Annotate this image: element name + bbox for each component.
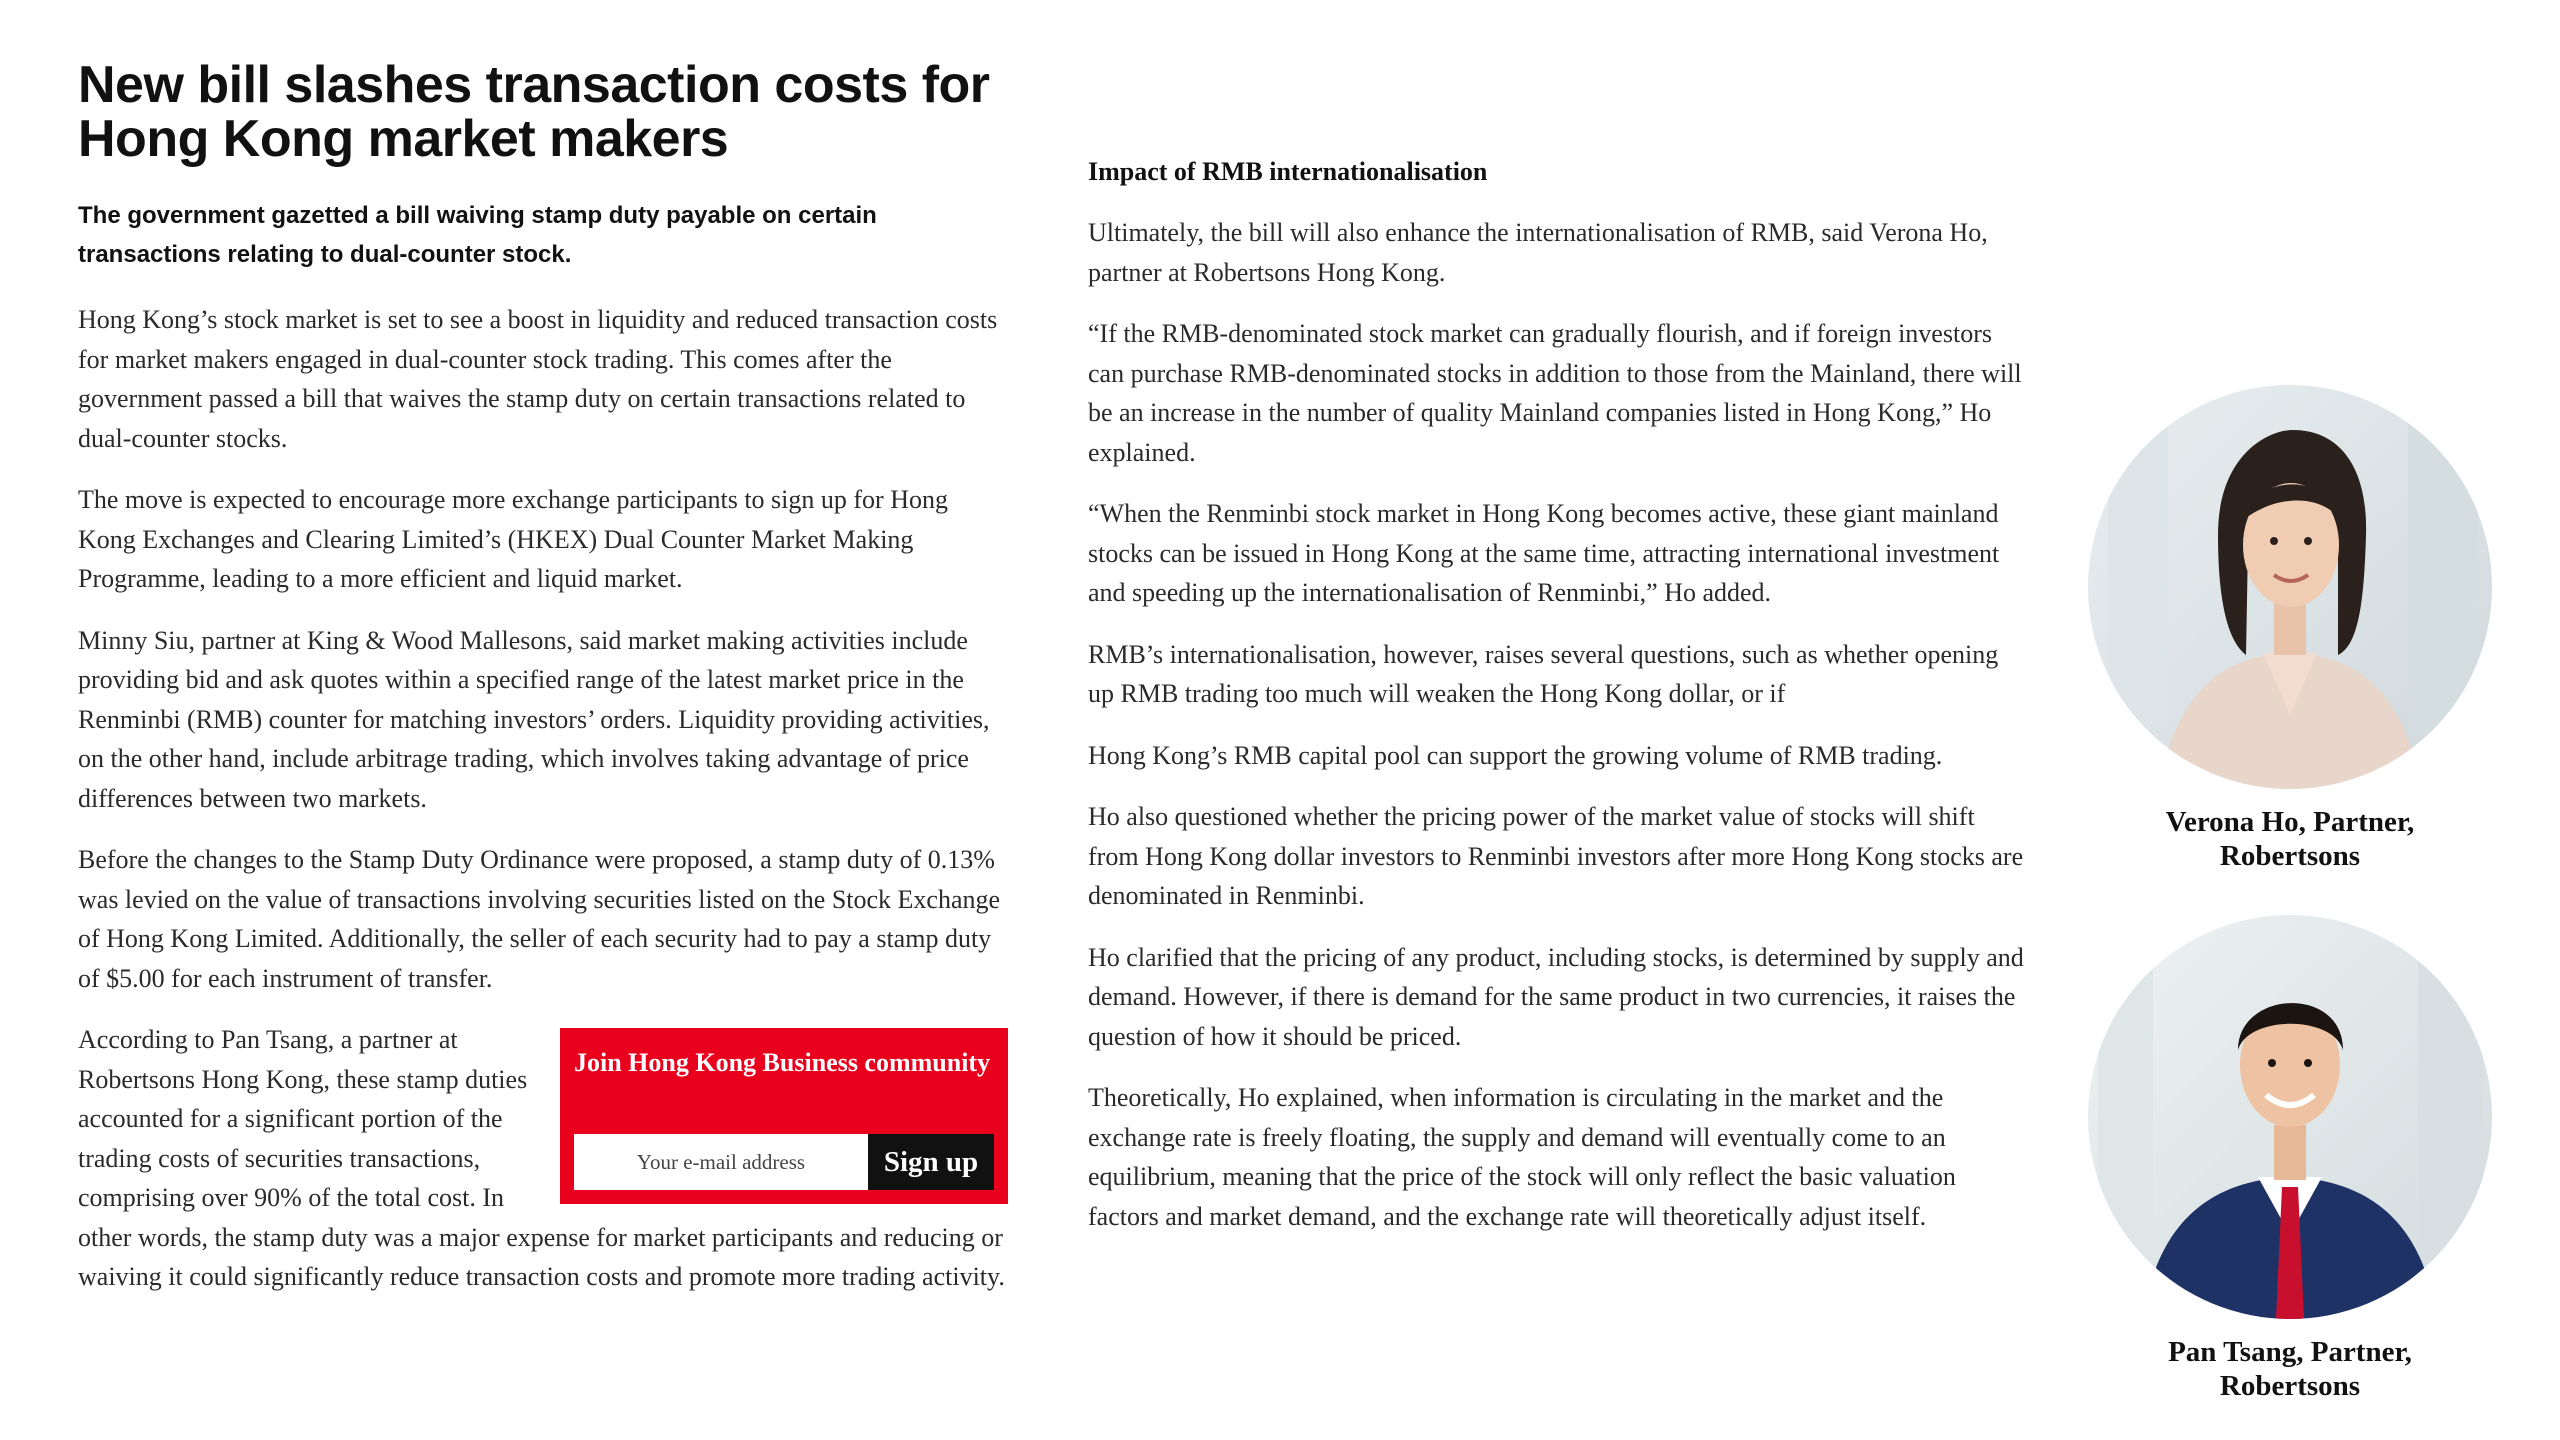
pan-tsang-caption (2060, 1335, 2520, 1403)
newsletter-form (574, 1134, 994, 1190)
article-paragraph: “If the RMB-denominated stock market can gradually flourish, and if foreign investors can purchase RMB-denominated stocks in addition to those from the Mainland, there will be an increase in the number of quality Mainland companies listed in Hong Kong,” Ho explained. (1088, 319, 2022, 467)
article-paragraph: Theoretically, Ho explained, when information is circulating in the market and the exchange rate is freely floating, the supply and demand will eventually come to an equilibrium, meaning that the price of the stock will only reflect the basic valuation factors and market demand, and the exchange rate will theoretically adjust itself. (1088, 1083, 1956, 1231)
pan-tsang-photo (2088, 915, 2492, 1319)
article-paragraph: The move is expected to encourage more exchange participants to sign up for Hong Kong Exchanges and Clearing Limited’s (HKEX) Dual Counter Market Making Programme, leading to a more efficient and liquid market. (78, 485, 948, 593)
article-left-column (78, 58, 1008, 1319)
article-right-column (1088, 152, 2028, 1258)
caption-line: Robertsons (2219, 840, 2361, 872)
portrait-illustration (2088, 385, 2492, 789)
profiles-column (2060, 0, 2520, 1440)
portrait-illustration (2088, 915, 2492, 1319)
verona-ho-photo (2088, 385, 2492, 789)
article-paragraph: Minny Siu, partner at King & Wood Mallesons, said market making activities include providing bid and ask quotes within a specified range of the latest market price in the Renminbi (RMB) counter for matching investors’ orders. Liquidity providing activities, on the other hand, include arbitrage trading, which involves taking advantage of price differences between two markets. (78, 625, 990, 813)
article-headline: New bill slashes transaction costs for Hong Kong market makers (78, 56, 990, 168)
email-input[interactable] (574, 1134, 868, 1190)
caption-line: Robertsons (2219, 1370, 2361, 1402)
caption-line: Pan Tsang, Partner, (2168, 1336, 2412, 1368)
caption-line: Verona Ho, Partner, (2165, 806, 2415, 838)
verona-ho-caption (2060, 805, 2520, 873)
article-paragraph: Ho also questioned whether the pricing power of the market value of stocks will shift from Hong Kong dollar investors to Renminbi investors after more Hong Kong stocks are denominated in Renminbi. (1088, 802, 2024, 910)
article-paragraph: RMB’s internationalisation, however, raises several questions, such as whether opening up RMB trading too much will weaken the Hong Kong dollar, or if (1088, 639, 1999, 708)
article-paragraph: “When the Renminbi stock market in Hong Kong becomes active, these giant mainland stocks can be issued in Hong Kong at the same time, attracting international investment and speeding up the internationalisation of Renminbi,” Ho added. (1088, 499, 2000, 607)
article-paragraph: Ultimately, the bill will also enhance the internationalisation of RMB, said Verona Ho, partner at Robertsons Hong Kong. (1088, 218, 1988, 287)
newsletter-signup-box (560, 1028, 1008, 1204)
article-paragraph: Hong Kong’s stock market is set to see a boost in liquidity and reduced transaction costs for market makers engaged in dual-counter stock trading. This comes after the government passed a bill that waives the stamp duty on certain transactions related to dual-counter stocks. (78, 305, 998, 453)
sign-up-button[interactable]: Sign up (868, 1134, 994, 1190)
article-paragraph: Before the changes to the Stamp Duty Ordinance were proposed, a stamp duty of 0.13% was levied on the value of transactions involving securities listed on the Stock Exchange of Hong Kong Limited. Additionally, the seller of each security had to pay a stamp duty of $5.00 for each instrument of transfer. (78, 845, 1001, 993)
article-paragraph: According to Pan Tsang, a partner at Robertsons Hong Kong, these stamp duties accounted for a significant portion of the trading costs of securities transactions, comprising over 90% of the total cost. In other words, the stamp duty was a major expense for market participants and reducing or waiving it could significantly reduce transaction costs and promote more trading activity. (78, 1025, 1005, 1291)
article-standfirst: The government gazetted a bill waiving stamp duty payable on certain transactions relating to dual-counter stock. (78, 202, 877, 268)
section-heading: Impact of RMB internationalisation (1088, 157, 1488, 186)
newsletter-title: Join Hong Kong Business community (574, 1048, 991, 1077)
article-paragraph: Hong Kong’s RMB capital pool can support the growing volume of RMB trading. (1088, 740, 1943, 770)
article-paragraph: Ho clarified that the pricing of any product, including stocks, is determined by supply and demand. However, if there is demand for the same product in two currencies, it raises the question of how it should be priced. (1088, 942, 2024, 1051)
